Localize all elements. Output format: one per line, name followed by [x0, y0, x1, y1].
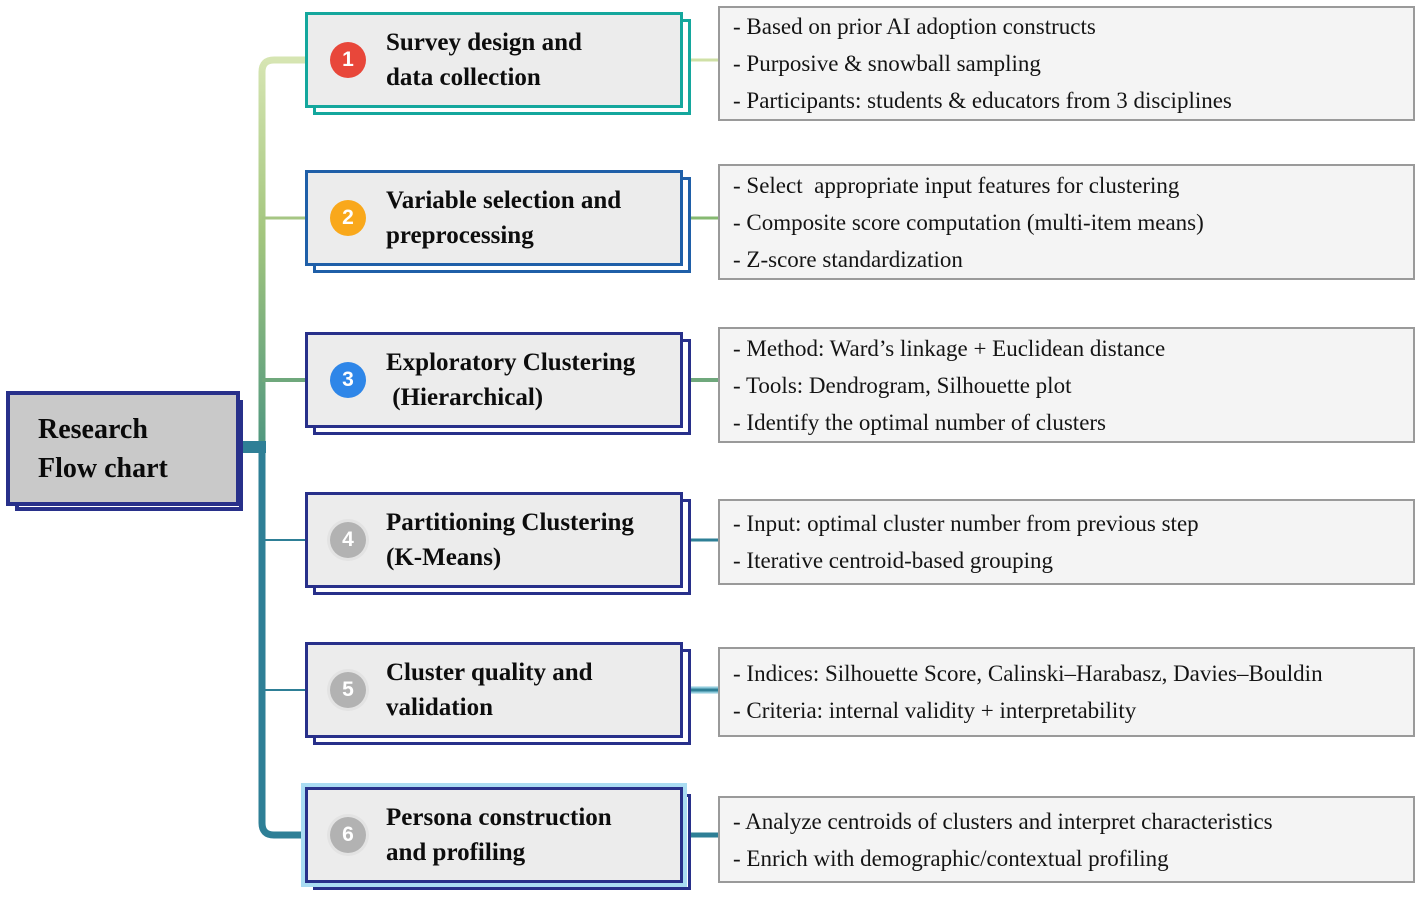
step2-title-line2: preprocessing: [386, 222, 534, 249]
step6-title: [386, 800, 612, 870]
step6-detail-line: - Analyze centroids of clusters and interpret characteristics: [733, 808, 1273, 834]
step3-detail-line: - Identify the optimal number of clusters: [733, 409, 1107, 435]
step6-number-badge: 6: [330, 817, 366, 853]
step6-detail-box: [718, 796, 1415, 883]
step1-detail-line: - Participants: students & educators from 3 disciplines: [733, 88, 1232, 113]
step5-title-line2: validation: [386, 694, 493, 721]
step5-detail-line: - Indices: Silhouette Score, Calinski–Harabasz, Davies–Bouldin: [733, 661, 1323, 686]
step1-detail-line: - Based on prior AI adoption constructs: [733, 14, 1096, 39]
step6-title-line2: and profiling: [386, 839, 526, 866]
step1-box: [305, 12, 683, 108]
step4-title-line2: (K-Means): [386, 544, 502, 571]
step2-detail-line: - Composite score computation (multi-item means): [733, 209, 1204, 235]
root-box: [6, 391, 240, 506]
step4-number-badge: 4: [330, 522, 366, 558]
step2-number-badge: 2: [330, 200, 366, 236]
trunk-upper: [262, 60, 305, 447]
step2-detail-line: - Select appropriate input features for clustering: [733, 172, 1180, 198]
step6-box: [305, 787, 683, 883]
step6-title-line1: Persona construction: [386, 804, 612, 831]
step3-title-line2: (Hierarchical): [386, 384, 544, 411]
step3-detail-line: - Method: Ward’s linkage + Euclidean distance: [733, 335, 1166, 361]
step3-number-badge: 3: [330, 362, 366, 398]
step2-title: [386, 183, 621, 253]
step1-title: [386, 25, 582, 95]
step5-title: [386, 655, 593, 725]
step3-detail-box: [718, 327, 1415, 443]
step4-title-line1: Partitioning Clustering: [386, 509, 634, 536]
step1-detail-line: - Purposive & snowball sampling: [733, 51, 1041, 76]
step5-detail-line: - Criteria: internal validity + interpretability: [733, 698, 1137, 723]
step3-box: [305, 332, 683, 428]
step2-title-line1: Variable selection and: [386, 187, 622, 214]
step5-box: [305, 642, 683, 738]
step1-detail-box: [718, 6, 1415, 121]
step2-detail-line: - Z-score standardization: [733, 246, 963, 272]
step1-title-line1: Survey design and: [386, 29, 582, 56]
step4-detail-line: - Input: optimal cluster number from previous step: [733, 511, 1199, 536]
step2-box: [305, 170, 683, 266]
step3-detail-line: - Tools: Dendrogram, Silhouette plot: [733, 372, 1072, 398]
step1-title-line2: data collection: [386, 64, 541, 91]
step4-detail-box: [718, 499, 1415, 585]
root-title-line2: Flow chart: [38, 452, 168, 484]
trunk-lower: [262, 443, 305, 835]
step3-title-line1: Exploratory Clustering: [386, 349, 636, 376]
step2-detail-box: [718, 164, 1415, 280]
step4-title: [386, 505, 634, 575]
root-title-line1: Research: [38, 413, 148, 445]
step4-box: [305, 492, 683, 588]
step5-title-line1: Cluster quality and: [386, 659, 593, 686]
step1-number-badge: 1: [330, 42, 366, 78]
step4-detail-line: - Iterative centroid-based grouping: [733, 548, 1053, 573]
step5-number-badge: 5: [330, 672, 366, 708]
step5-detail-box: [718, 647, 1415, 737]
step3-title: [386, 345, 635, 415]
step6-detail-line: - Enrich with demographic/contextual profiling: [733, 845, 1169, 871]
